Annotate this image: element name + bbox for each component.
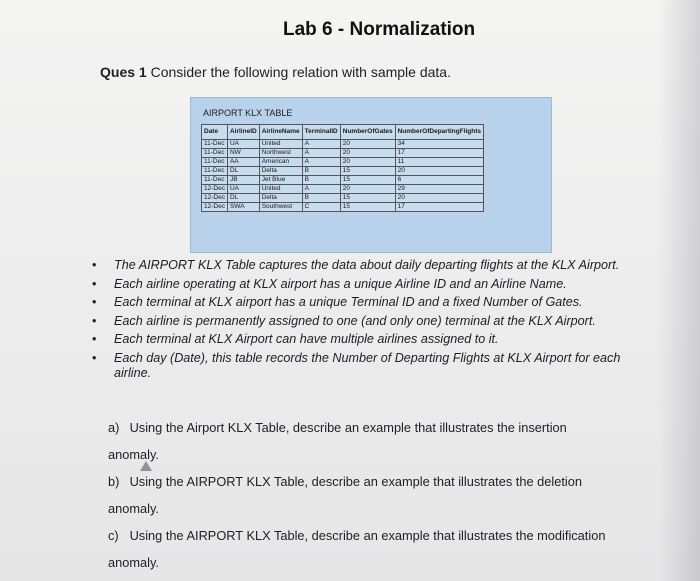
table-cell: 11 <box>395 158 483 167</box>
table-row <box>202 176 484 185</box>
table-cell: 6 <box>395 176 483 185</box>
list-item: • Each day (Date), this table records the Number of Departing Flights at KLX Airport for each airline. <box>92 351 652 382</box>
table-row <box>202 149 484 158</box>
table-cell: 11-Dec <box>202 149 228 158</box>
table-row <box>202 140 484 149</box>
subquestion-b <box>108 468 618 522</box>
list-item: • Each airline operating at KLX airport has a unique Airline ID and an Airline Name. <box>92 277 652 293</box>
table-cell: AA <box>227 158 259 167</box>
table-cell: Delta <box>259 167 302 176</box>
column-header: TerminalID <box>302 125 340 140</box>
table-cell: Northwest <box>259 149 302 158</box>
table-cell: Jet Blue <box>259 176 302 185</box>
table-cell: 11-Dec <box>202 140 228 149</box>
table-cell: DL <box>227 194 259 203</box>
list-item: • Each terminal at KLX airport has a unique Terminal ID and a fixed Number of Gates. <box>92 295 652 311</box>
table-cell: DL <box>227 167 259 176</box>
subquestion-label: b) <box>108 474 120 489</box>
list-item: • Each airline is permanently assigned to one (and only one) terminal at the KLX Airport. <box>92 314 652 330</box>
table-cell: C <box>302 203 340 212</box>
table-row <box>202 194 484 203</box>
table-cell: 15 <box>340 203 395 212</box>
table-cell: 12-Dec <box>202 203 228 212</box>
table-cell: 12-Dec <box>202 185 228 194</box>
table-cell: 15 <box>340 194 395 203</box>
table-cell: 12-Dec <box>202 194 228 203</box>
table-cell: 20 <box>340 149 395 158</box>
subquestion-text: Using the AIRPORT KLX Table, describe an example that illustrates the modification anomaly. <box>108 528 606 570</box>
list-item: • The AIRPORT KLX Table captures the data about daily departing flights at the KLX Airport. <box>92 258 652 274</box>
subquestion-label: c) <box>108 528 119 543</box>
subquestion-text: Using the Airport KLX Table, describe an example that illustrates the insertion anomaly. <box>108 420 567 462</box>
table-cell: United <box>259 185 302 194</box>
column-header: AirlineName <box>259 125 302 140</box>
table-cell: UA <box>227 185 259 194</box>
table-cell: 34 <box>395 140 483 149</box>
subquestion-a <box>108 414 618 468</box>
list-item: • Each terminal at KLX Airport can have multiple airlines assigned to it. <box>92 332 652 348</box>
column-header: AirlineID <box>227 125 259 140</box>
table-cell: 29 <box>395 185 483 194</box>
page-shadow <box>658 0 700 581</box>
table-cell: 15 <box>340 176 395 185</box>
page-title: Lab 6 - Normalization <box>283 19 476 40</box>
table-cell: 11-Dec <box>202 176 228 185</box>
table-cell: United <box>259 140 302 149</box>
question-text: Consider the following relation with sample data. <box>150 64 451 80</box>
subquestion-text: Using the AIRPORT KLX Table, describe an example that illustrates the deletion anomaly. <box>108 474 582 516</box>
table-cell: 20 <box>340 140 395 149</box>
table-cell: 11-Dec <box>202 158 228 167</box>
table-cell: 17 <box>395 149 483 158</box>
table-cell: A <box>302 158 340 167</box>
table-cell: UA <box>227 140 259 149</box>
table-cell: 11-Dec <box>202 167 228 176</box>
table-cell: A <box>302 149 340 158</box>
table-cell: 15 <box>340 167 395 176</box>
table-cell: NW <box>227 149 259 158</box>
requirements-list <box>92 258 652 382</box>
table-caption: AIRPORT KLX TABLE <box>203 108 293 118</box>
table-row <box>202 203 484 212</box>
table-header-row <box>202 125 484 140</box>
table-cell: 20 <box>395 194 483 203</box>
table-cell: A <box>302 140 340 149</box>
table-cell: 20 <box>340 185 395 194</box>
column-header: Date <box>202 125 228 140</box>
column-header: NumberOfGates <box>340 125 395 140</box>
table-row <box>202 158 484 167</box>
table-cell: B <box>302 167 340 176</box>
question-header <box>100 64 451 80</box>
table-cell: JB <box>227 176 259 185</box>
table-cell: American <box>259 158 302 167</box>
subquestion-c <box>108 522 618 576</box>
table-row <box>202 185 484 194</box>
mouse-cursor-icon <box>140 461 152 471</box>
airport-klx-table <box>201 124 484 212</box>
table-cell: 20 <box>395 167 483 176</box>
subquestion-label: a) <box>108 420 120 435</box>
table-cell: 20 <box>340 158 395 167</box>
table-cell: Delta <box>259 194 302 203</box>
table-cell: 17 <box>395 203 483 212</box>
table-cell: Southwest <box>259 203 302 212</box>
airport-table-card <box>190 97 552 253</box>
table-cell: B <box>302 176 340 185</box>
table-cell: A <box>302 185 340 194</box>
table-cell: B <box>302 194 340 203</box>
table-row <box>202 167 484 176</box>
column-header: NumberOfDepartingFlights <box>395 125 483 140</box>
question-label: Ques 1 <box>100 64 147 80</box>
table-cell: SWA <box>227 203 259 212</box>
